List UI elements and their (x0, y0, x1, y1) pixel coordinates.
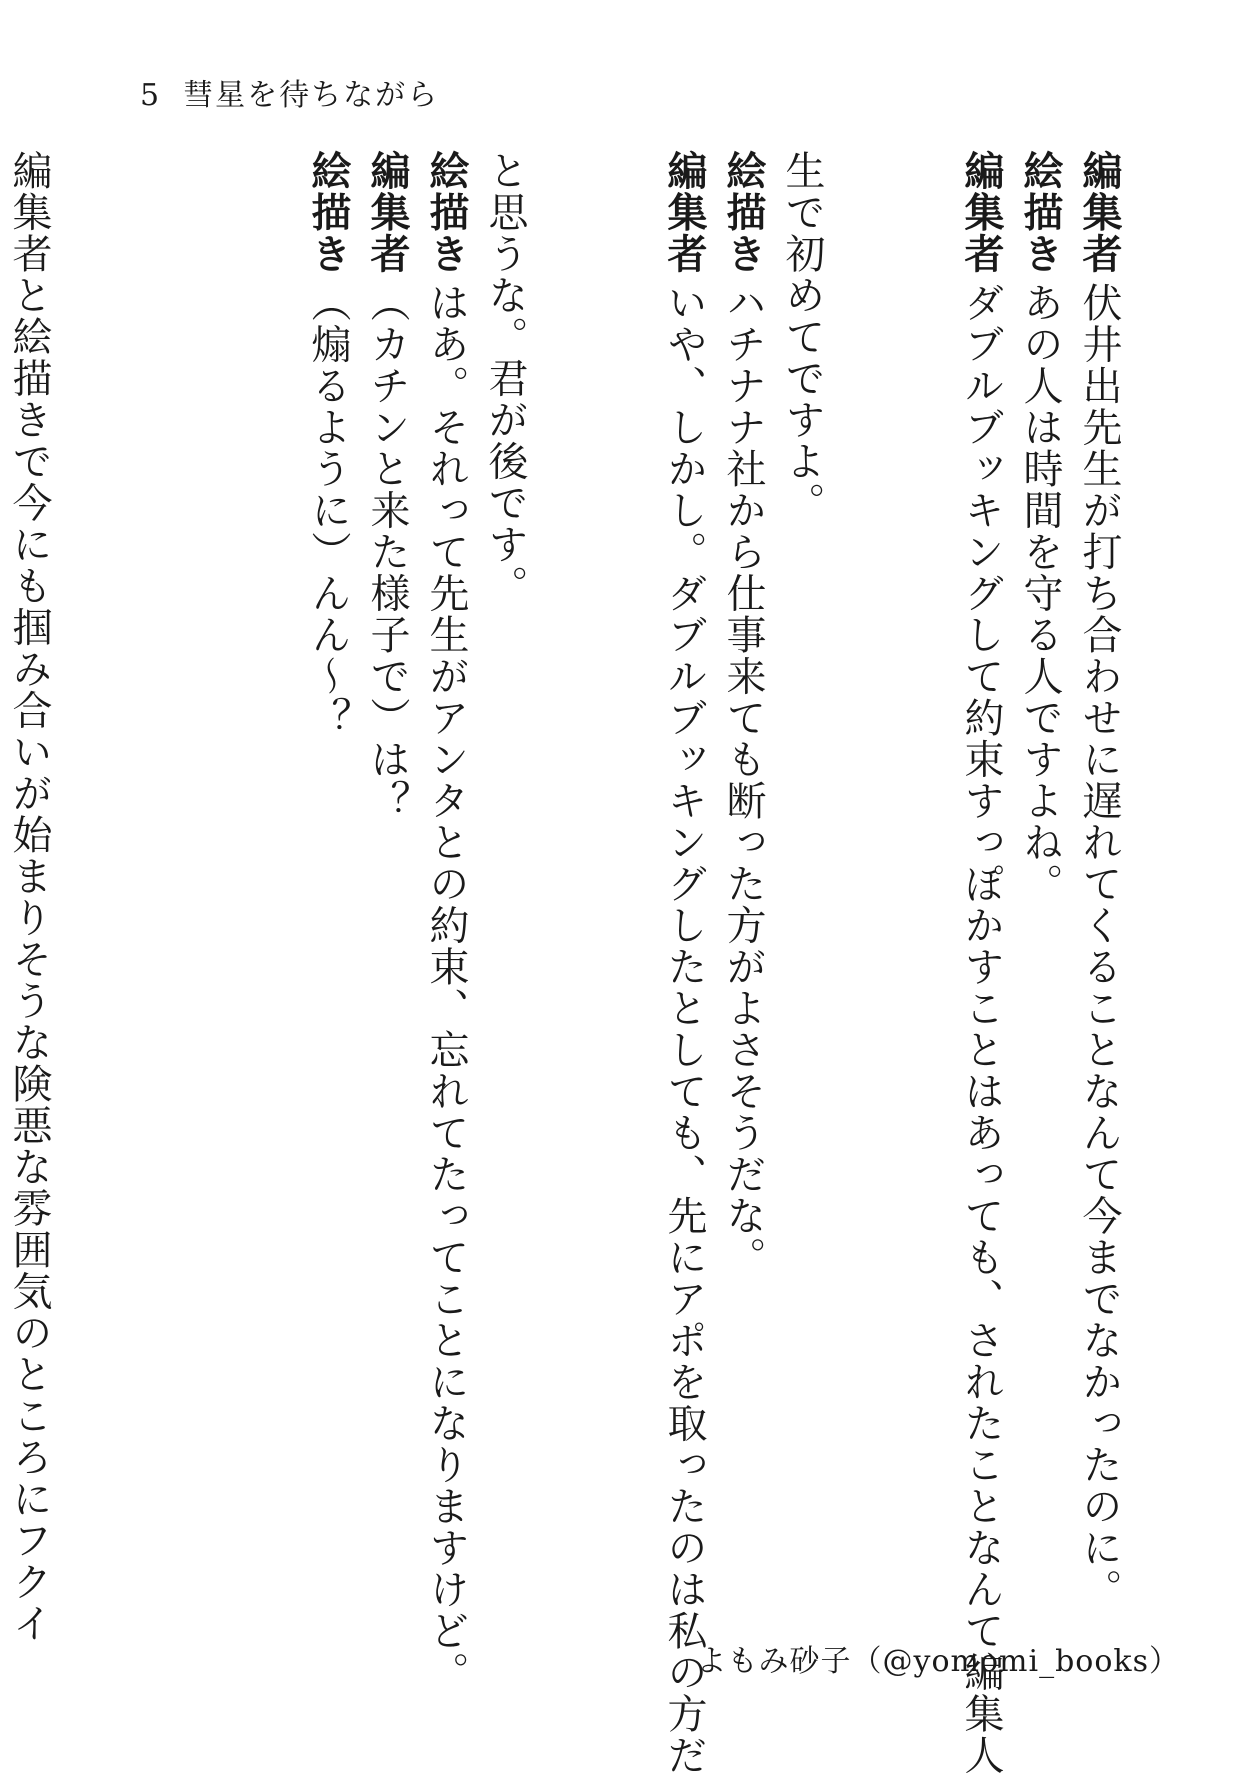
speaker-name: 絵描き (423, 150, 469, 275)
dialogue-line (951, 150, 1010, 1776)
dialogue-line (1069, 150, 1128, 1670)
dialogue-line (654, 150, 713, 1776)
speaker-name: 編集者 (958, 150, 1004, 275)
dialogue-text: 伏井出先生が打ち合わせに遅れてくることなんて今までなかったのに。 (1076, 282, 1122, 1610)
speaker-name: 絵描き (1017, 150, 1063, 275)
dialogue-text: あの人は時間を守る人ですよね。 (1017, 282, 1063, 905)
author-credit: よもみ砂子（@yomomi_books） (696, 1644, 1180, 1679)
dialogue-text: ダブルブッキングして約束すっぽかすことはあっても、されたことなんて編集人 (958, 282, 1004, 1776)
dialogue-line (713, 150, 772, 1670)
dialogue-line (357, 150, 416, 1670)
speaker-name: 編集者 (1076, 150, 1122, 275)
dialogue-text: （カチンと来た様子で）は？ (364, 282, 410, 822)
speaker-name: 絵描き (305, 150, 351, 275)
stage-direction-text: 編集者と絵描きで今にも掴み合いが始まりそうな険悪な雰囲気のところにフクイ (6, 150, 52, 1644)
page-header (140, 70, 439, 114)
dialogue-line (1010, 150, 1069, 1670)
dialogue-text: と思うな。君が後です。 (482, 150, 528, 607)
dialogue-text: はあ。それって先生がアンタとの約束、忘れてたってことになりますけど。 (423, 282, 469, 1693)
page-number: 5 (140, 78, 162, 113)
dialogue-continuation (475, 150, 654, 1670)
script-body (6, 150, 1128, 1776)
dialogue-text: 生で初めてですよ。 (779, 150, 825, 524)
dialogue-line (416, 150, 475, 1693)
dialogue-text: （煽るように）んん〜？ (305, 282, 351, 739)
stage-direction (0, 150, 298, 1670)
dialogue-text: ハチナナ社から仕事来ても断った方がよさそうだな。 (720, 282, 766, 1278)
speaker-name: 編集者 (661, 150, 707, 275)
chapter-title: 彗星を待ちながら (183, 78, 440, 113)
speaker-name: 絵描き (720, 150, 766, 275)
dialogue-continuation (772, 150, 951, 1670)
dialogue-text: いや、しかし。ダブルブッキングしたとしても、先にアポを取ったのは私の方だ (661, 282, 707, 1776)
speaker-name: 編集者 (364, 150, 410, 275)
dialogue-line (298, 150, 357, 1670)
